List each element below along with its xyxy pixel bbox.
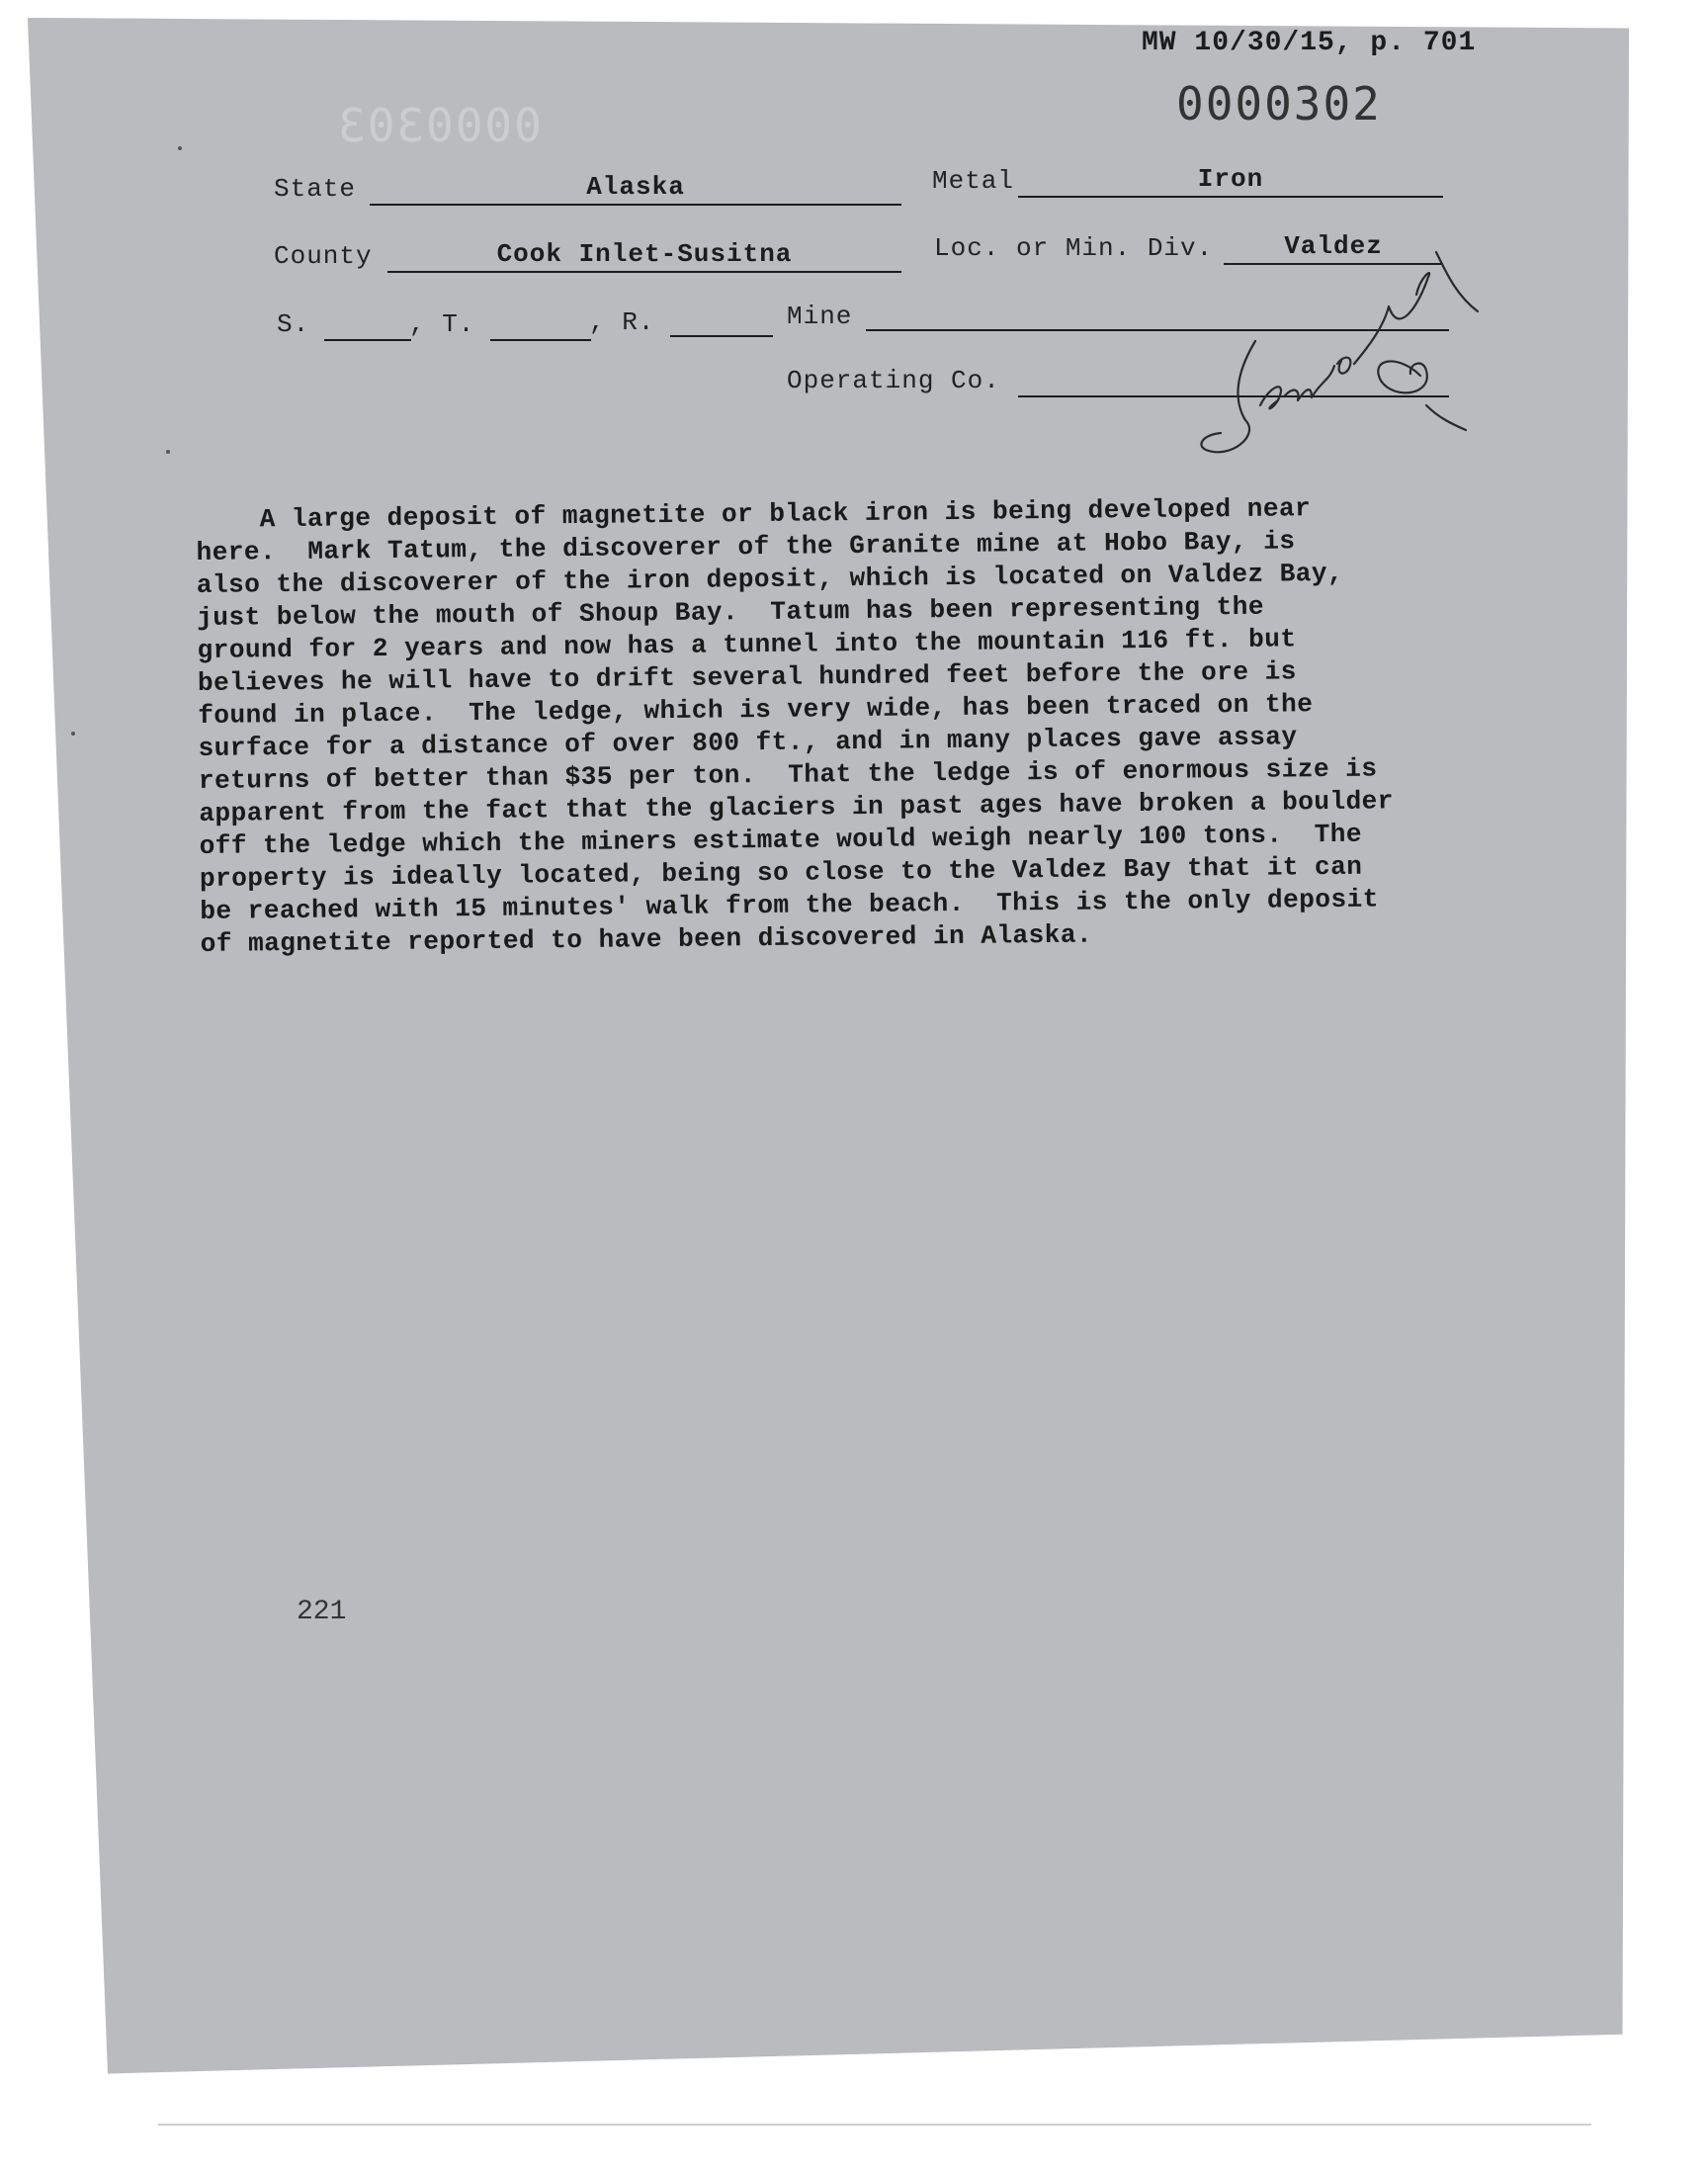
body-line: property is ideally located, being so close to the Valdez Bay that it can xyxy=(199,851,1363,894)
section-field xyxy=(324,305,411,341)
township-label: , T. xyxy=(409,309,475,339)
range-label: , R. xyxy=(589,307,655,337)
scan-speck xyxy=(71,732,75,736)
body-paragraph xyxy=(196,491,1446,961)
body-line: ground for 2 years and now has a tunnel into the mountain 116 ft. but xyxy=(197,624,1297,665)
body-line: be reached with 15 minutes' walk from the beach. This is the only deposit xyxy=(200,884,1379,926)
metal-value: Iron xyxy=(1197,164,1264,194)
body-line: of magnetite reported to have been discovered in Alaska. xyxy=(200,919,1093,959)
metal-field xyxy=(1018,162,1443,198)
body-line: A large deposit of magnetite or black iron is being developed near xyxy=(196,493,1312,535)
scan-speck xyxy=(166,450,170,454)
page-number: 221 xyxy=(297,1597,347,1627)
state-label: State xyxy=(274,174,357,204)
operating-co-label: Operating Co. xyxy=(787,366,1000,395)
body-line: returns of better than $35 per ton. That the ledge is of enormous size is xyxy=(198,753,1378,796)
state-value: Alaska xyxy=(586,172,685,202)
county-value: Cook Inlet-Susitna xyxy=(496,239,793,269)
section-label: S. xyxy=(277,309,310,339)
county-field xyxy=(387,237,901,273)
body-line: here. Mark Tatum, the discoverer of the Granite mine at Hobo Bay, is xyxy=(196,526,1296,567)
county-label: County xyxy=(274,241,373,271)
mine-label: Mine xyxy=(787,302,853,331)
body-line: apparent from the fact that the glaciers in past ages have broken a boulder xyxy=(199,786,1395,828)
loc-value: Valdez xyxy=(1284,231,1383,261)
state-field xyxy=(370,170,901,206)
body-line: off the ledge which the miners estimate would weigh nearly 100 tons. The xyxy=(199,819,1363,861)
range-field xyxy=(670,302,773,337)
scan-speck xyxy=(178,146,182,150)
body-line: just below the mouth of Shoup Bay. Tatum has been representing the xyxy=(197,591,1265,633)
township-field xyxy=(490,305,591,341)
body-line: believes he will have to drift several hundred feet before the ore is xyxy=(197,656,1297,698)
handwritten-signature xyxy=(1191,247,1488,475)
stamp-number: 0000302 xyxy=(1176,77,1382,130)
ghost-stamp-number: 0000303 xyxy=(336,99,542,152)
loc-label: Loc. or Min. Div. xyxy=(934,233,1214,263)
metal-label: Metal xyxy=(932,166,1015,196)
reference-citation: MW 10/30/15, p. 701 xyxy=(1142,28,1477,58)
scan-edge-line xyxy=(158,2124,1591,2126)
body-line: surface for a distance of over 800 ft., and in many places gave assay xyxy=(198,722,1298,763)
body-line: found in place. The ledge, which is very wide, has been traced on the xyxy=(198,689,1314,731)
body-line: also the discoverer of the iron deposit, which is located on Valdez Bay, xyxy=(196,558,1344,600)
